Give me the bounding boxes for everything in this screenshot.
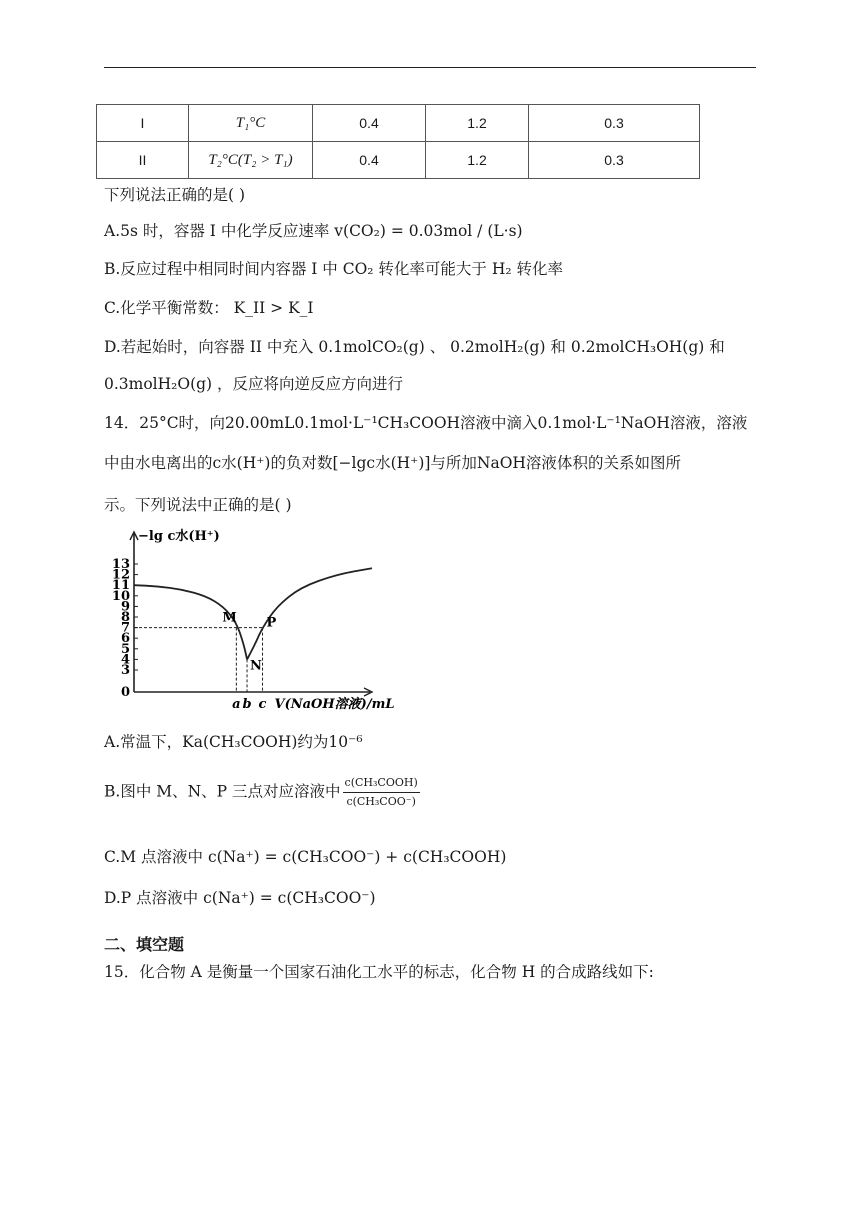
q14-option-b <box>104 776 420 809</box>
row-temp: T₁°C <box>189 105 313 142</box>
concentration-ratio <box>343 776 420 809</box>
row-value: 0.3 <box>529 142 700 179</box>
x-tick-label: c <box>258 697 267 712</box>
q13-prompt: 下列说法正确的是( ) <box>104 186 246 204</box>
y-tick-label: 5 <box>120 641 130 657</box>
y-tick-label: 7 <box>120 620 130 636</box>
q15-stem: 15．化合物 A 是衡量一个国家石油化工水平的标志，化合物 H 的合成路线如下: <box>104 963 654 981</box>
q14-stem-line1: 14．25°C时，向20.00mL0.1mol·L⁻¹CH₃COOH溶液中滴入0.1mol·L⁻¹NaOH溶液，溶液 <box>104 414 748 432</box>
y-tick-label: 13 <box>111 557 130 572</box>
conditions-table <box>96 104 700 179</box>
table-row <box>97 105 700 142</box>
q13-option-c: C.化学平衡常数： K_II > K_I <box>104 299 314 317</box>
header-rule <box>104 67 756 68</box>
q13-option-a: A.5s 时，容器 I 中化学反应速率 v(CO₂) = 0.03mol / (L·s) <box>104 222 523 240</box>
y-tick-label: 4 <box>120 652 130 668</box>
section-title: 二、填空题 <box>104 935 185 954</box>
q13-option-d-line2: 0.3molH₂O(g) ，反应将向逆反应方向进行 <box>104 375 404 393</box>
y-axis-label: −lg c水(H⁺) <box>138 529 220 544</box>
row-id: II <box>97 142 189 179</box>
q14-option-a: A.常温下，Ka(CH₃COOH)约为10⁻⁶ <box>104 733 363 751</box>
ratio-numerator: c(CH₃COOH) <box>343 776 420 793</box>
row-value: 0.3 <box>529 105 700 142</box>
y-tick-label: 8 <box>120 610 130 625</box>
q13-option-b: B.反应过程中相同时间内容器 I 中 CO₂ 转化率可能大于 H₂ 转化率 <box>104 260 564 278</box>
row-value: 1.2 <box>426 105 529 142</box>
y-tick-label: 6 <box>120 631 130 647</box>
curve-base-region <box>247 568 372 659</box>
row-temp: T₂°C(T₂ > T₁) <box>189 142 313 179</box>
row-value: 1.2 <box>426 142 529 179</box>
titration-chart <box>108 526 395 718</box>
q13-option-d-line1: D.若起始时，向容器 II 中充入 0.1molCO₂(g) 、 0.2molH₂(g) 和 0.2molCH₃OH(g) 和 <box>104 338 725 356</box>
table-row <box>97 142 700 179</box>
ratio-denominator: c(CH₃COO⁻) <box>346 795 416 808</box>
point-label-n: N <box>250 658 262 674</box>
q14-option-b-text: B.图中 M、N、P 三点对应溶液中 <box>104 782 341 801</box>
q14-stem-line3: 示。下列说法中正确的是( ) <box>104 496 292 514</box>
x-tick-label: a <box>232 697 241 712</box>
y-tick-label: 10 <box>111 588 130 604</box>
row-value: 0.4 <box>313 142 426 179</box>
row-id: I <box>97 105 189 142</box>
x-tick-label: b <box>242 697 252 712</box>
q14-stem-line2: 中由水电离出的c水(H⁺)的负对数[−lgc水(H⁺)]与所加NaOH溶液体积的关系如图所 <box>104 454 681 472</box>
point-label-p: P <box>266 615 277 631</box>
y-tick-label: 3 <box>120 663 130 678</box>
q14-option-d: D.P 点溶液中 c(Na⁺) = c(CH₃COO⁻) <box>104 889 376 907</box>
y-tick-label: 12 <box>111 567 130 583</box>
y-tick-label: 0 <box>120 685 130 700</box>
y-tick-label: 9 <box>120 599 130 615</box>
x-axis-label: V(NaOH溶液)/mL <box>274 697 395 712</box>
point-label-m: M <box>222 610 237 626</box>
q14-option-c: C.M 点溶液中 c(Na⁺) = c(CH₃COO⁻) + c(CH₃COOH) <box>104 848 507 866</box>
row-value: 0.4 <box>313 105 426 142</box>
y-tick-label: 11 <box>111 578 130 594</box>
